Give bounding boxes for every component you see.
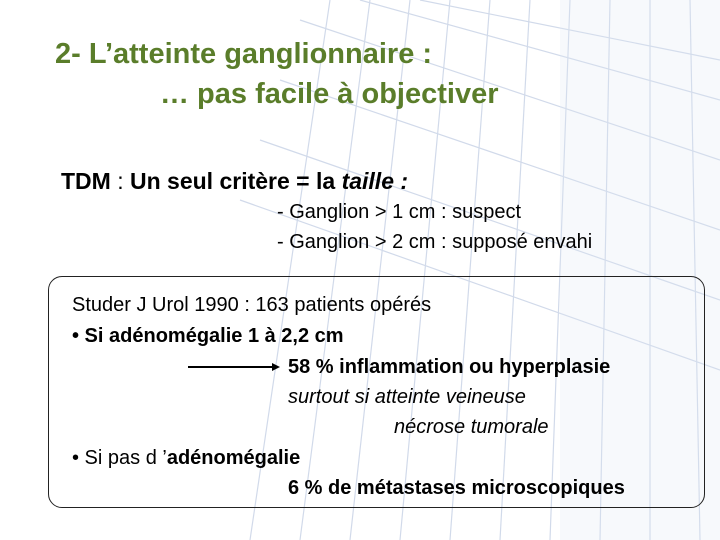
- study-reference: Studer J Urol 1990 : 163 patients opérés: [72, 294, 432, 316]
- note-veinous: surtout si atteinte veineuse: [288, 386, 526, 408]
- bullet-adenomegaly: • Si adénomégalie 1 à 2,2 cm: [72, 325, 344, 347]
- criterion-2: - Ganglion > 2 cm : supposé envahi: [277, 231, 593, 253]
- tdm-italic-term: taille :: [341, 168, 409, 194]
- right-arrow-icon: [188, 360, 280, 374]
- slide-title-line-1: 2- L’atteinte ganglionnaire :: [55, 38, 433, 70]
- criterion-1: - Ganglion > 1 cm : suspect: [277, 201, 522, 223]
- slide-title-line-2: … pas facile à objectiver: [160, 78, 499, 110]
- tdm-text: Un seul critère = la: [130, 168, 342, 194]
- result-metastases: 6 % de métastases microscopiques: [288, 477, 625, 499]
- bullet-no-adenomegaly: [72, 447, 300, 470]
- tdm-colon: :: [110, 168, 130, 194]
- bullet-no-adenomegaly-term: adénomégalie: [166, 447, 301, 469]
- tdm-label: TDM: [61, 168, 111, 194]
- tdm-statement: [61, 168, 408, 195]
- result-inflammation: 58 % inflammation ou hyperplasie: [288, 356, 611, 378]
- bullet-no-adenomegaly-text: • Si pas d ’: [72, 447, 167, 469]
- note-necrosis: nécrose tumorale: [394, 416, 549, 438]
